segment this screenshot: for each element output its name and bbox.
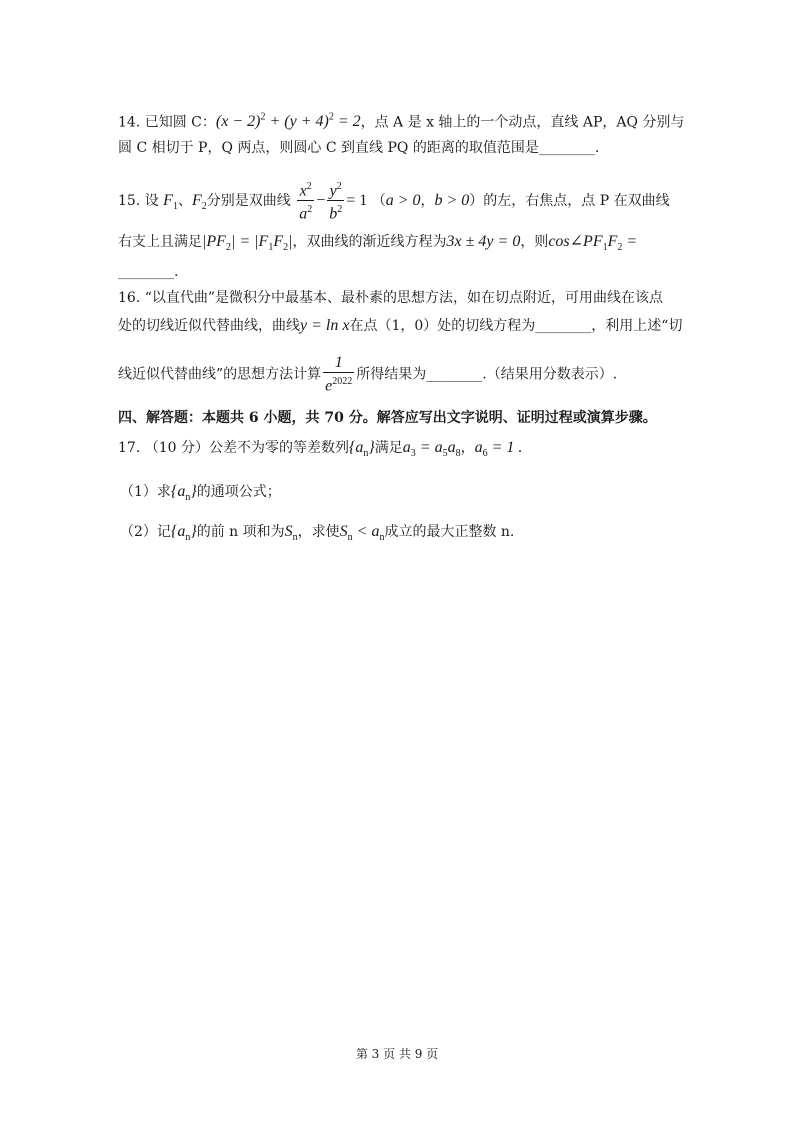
q17-part-2-inequality: $S_n < a_n$ — [339, 523, 385, 544]
q17-part-1-text-b: 的通项公式； — [196, 484, 281, 500]
q14-text-a: 14. 已知圆 C： — [118, 114, 216, 131]
q15-text-e: ， — [420, 192, 435, 209]
q15-text-d: （ — [371, 192, 386, 209]
q14-line-2: 圆 C 相切于 P，Q 两点，则圆心 C 到直线 PQ 的距离的取值范围是________. — [118, 140, 600, 156]
page-footer: 第 3 页 共 9 页 — [355, 1047, 439, 1061]
q17-line-1 — [118, 438, 522, 464]
q15-f1: $F_1$ — [163, 191, 178, 213]
q15-condition: $|PF_2| = |F_1F_2|$ — [202, 233, 293, 254]
q15-text-line2-b: ，双曲线的渐近线方程为 — [292, 234, 447, 250]
q15-text-f: ）的左，右焦点，点 P 在双曲线 — [469, 192, 670, 209]
q17-sequence: $\{a_n\}$ — [348, 439, 375, 460]
q14-circle-equation: $(x - 2)^2 + (y + 4)^2 = 2$ — [215, 112, 361, 131]
q17-part-2-text-d: 成立的最大正整数 n. — [384, 524, 515, 540]
q14-line-1 — [118, 108, 684, 132]
q17-part-2-sequence: $\{a_n\}$ — [170, 523, 197, 544]
q17-condition-2: $a_6 = 1$ . — [474, 439, 523, 460]
q15-asymptote: 3x ± 4y = 0 — [446, 233, 521, 250]
q15-text-b: 、 — [177, 192, 192, 209]
q15-f2: $F_2$ — [191, 191, 207, 213]
q15-cos-expression: $\cos\angle PF_1F_2$ = — [548, 233, 638, 254]
q16-line-3 — [118, 354, 617, 395]
q15-fraction-y: $\frac{y^2}{b^2}$ — [327, 178, 344, 224]
q16-curve: y = ln x — [300, 317, 350, 334]
q17-part-1-text-a: （1）求 — [120, 484, 171, 500]
q15-text-c: 分别是双曲线 — [206, 192, 291, 209]
q17-part-2-text-a: （2）记 — [120, 524, 171, 540]
q16-fraction: $\frac{1}{e^{2022}}$ — [325, 354, 353, 395]
q15-text-line2-a: 右支上且满足 — [118, 234, 202, 250]
q15-text-a: 15. 设 — [118, 192, 159, 209]
q17-part-1 — [120, 482, 281, 508]
q17-condition-1: $a_3 = a_5a_8$ — [402, 439, 461, 460]
q15-cond-a: a > 0 — [385, 191, 421, 209]
q17-part-2-text-b: 的前 n 项和为 — [196, 524, 285, 540]
q15-line-2 — [118, 232, 637, 258]
q17-part-2 — [120, 522, 514, 548]
q15-line-3: ________. — [118, 264, 179, 280]
q16-text-line3-b: 所得结果为________.（结果用分数表示）. — [356, 366, 618, 383]
q17-text-a: 17. （10 分）公差不为零的等差数列 — [118, 440, 349, 456]
q16-text-line2-a: 处的切线近似代替曲线，曲线 — [118, 318, 300, 334]
q15-text-line2-c: ，则 — [520, 234, 549, 250]
q17-part-1-sequence: $\{a_n\}$ — [170, 483, 197, 504]
q15-fraction-x: $\frac{x^2}{a^2}$ — [297, 178, 314, 224]
q17-text-b: 满足 — [374, 440, 403, 456]
q17-text-c: ， — [460, 440, 475, 456]
q17-part-2-text-c: ，求使 — [297, 524, 340, 540]
q15-line-1: 15. 设 $F_1$、$F_2$分别是双曲线 $\frac{x^2}{a^2}$ − $\frac{y^2}{b^2}$ = 1 （a > 0，b > 0）的左，右焦点，点 P 在双曲线 — [118, 178, 670, 224]
q15-cond-b: b > 0 — [434, 191, 470, 209]
q16-text-line2-b: 在点（1，0）处的切线方程为________，利用上述“切 — [349, 318, 683, 334]
q16-line-2 — [118, 316, 682, 336]
q14-text-b: ，点 A 是 x 轴上的一个动点，直线 AP，AQ 分别与 — [360, 114, 685, 131]
q16-line-1: 16. “以直代曲”是微积分中最基本、最朴素的思想方法，如在切点附近，可用曲线在该点 — [118, 290, 664, 306]
q16-text-line3-a: 线近似代替曲线”的思想方法计算 — [118, 366, 322, 383]
q17-part-2-sn: $S_n$ — [284, 523, 298, 544]
section-4-heading: 四、解答题：本题共 6 小题，共 70 分。解答应写出文字说明、证明过程或演算步骤。 — [118, 410, 657, 426]
